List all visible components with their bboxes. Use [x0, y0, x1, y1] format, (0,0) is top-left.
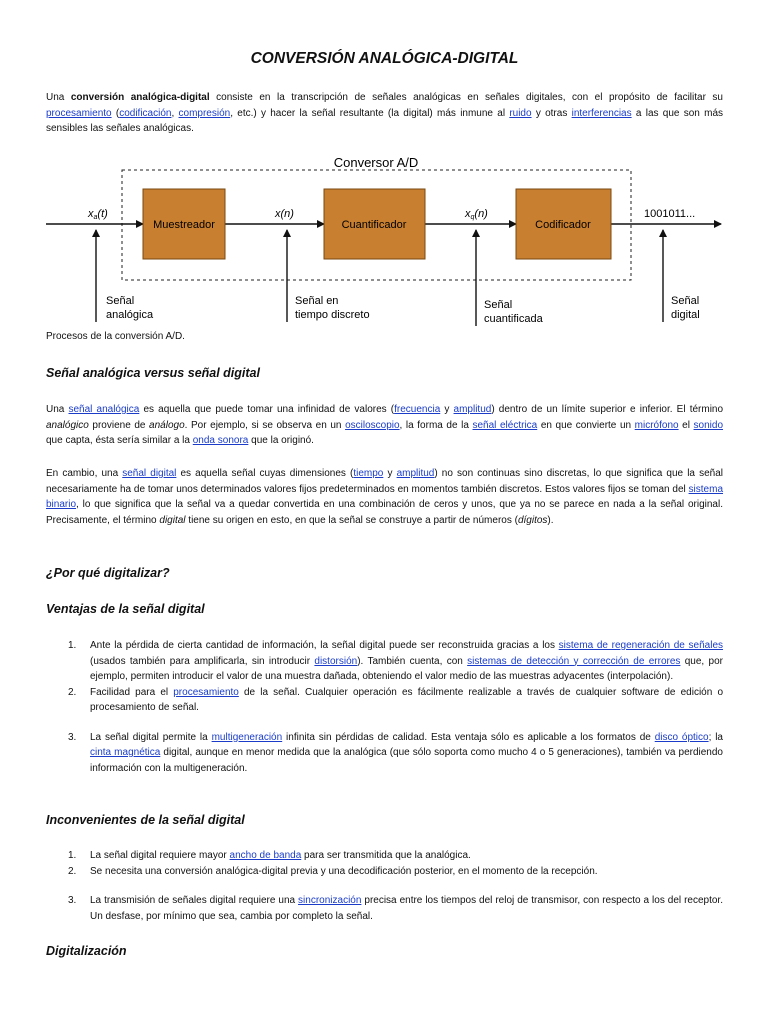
- list-number: 1.: [68, 640, 77, 651]
- link-sonido[interactable]: sonido: [693, 419, 723, 431]
- text: ,: [171, 107, 179, 119]
- link-tiempo[interactable]: tiempo: [353, 468, 384, 479]
- heading-digitalization: Digitalización: [46, 944, 127, 958]
- intro-paragraph: [46, 90, 723, 137]
- text: ; la: [708, 731, 723, 743]
- link-senal-digital[interactable]: señal digital: [122, 468, 177, 479]
- text: La señal digital requiere mayor: [90, 850, 230, 861]
- text: de la señal. Cualquier operación es fácilmente realizable a través de cualquier software de edición o procesamiento de señal.: [90, 686, 724, 713]
- text: En cambio, una: [46, 468, 123, 479]
- heading-why-digitize: ¿Por qué digitalizar?: [46, 566, 170, 580]
- label-analog-line2: analógica: [106, 309, 154, 321]
- link-ancho-de-banda[interactable]: ancho de banda: [229, 850, 302, 861]
- text: que la originó.: [248, 435, 314, 446]
- italic-term: digital: [159, 514, 186, 526]
- text: ).: [547, 514, 554, 526]
- italic-term: dígitos: [517, 514, 548, 526]
- text: y: [440, 404, 454, 415]
- text: Una: [46, 404, 69, 415]
- text: ) no son continuas sino discretas, lo que significa que la señal necesariamente ha de tomar unos determinados valores fijos predeterminados en momentos también discretos. Estos valores fijos se toman del: [46, 468, 724, 495]
- text: , la forma de la: [399, 419, 473, 431]
- list-number: 3.: [68, 731, 77, 743]
- text: , lo que significa que la señal va a quedar convertida en una combinación de ceros y unos, que ya no se parece en nada a la señal original. Precisamente, el término: [46, 499, 723, 526]
- link-onda-sonora[interactable]: onda sonora: [192, 435, 249, 446]
- list-item: [46, 685, 723, 716]
- text: Ante la pérdida de cierta cantidad de información, la señal digital puede ser reconstruida gracias a los: [90, 640, 559, 651]
- link-sistema-binario[interactable]: sistema binario: [46, 483, 723, 510]
- label-discrete-line1: Señal en: [295, 295, 339, 307]
- disadvantages-list: [46, 848, 723, 924]
- link-sincronizacion[interactable]: sincronización: [298, 895, 362, 906]
- link-disco-optico[interactable]: disco óptico: [654, 731, 709, 743]
- text: que, por ejemplo, permiten introducir el valor de una muestra dañada, obteniendo el valor medio de las muestras adyacentes (interpolación).: [90, 655, 723, 682]
- list-item: [46, 893, 723, 924]
- text: ). También cuenta, con: [357, 655, 468, 667]
- text: digital, aunque en menor medida que la analógica (que sólo soporta como mucho 4 o 5 generaciones), también va perdiendo información con la multigeneración.: [90, 747, 723, 774]
- link-regeneracion[interactable]: sistema de regeneración de señales: [558, 640, 724, 651]
- link-ruido[interactable]: ruido: [509, 107, 532, 119]
- heading-advantages: Ventajas de la señal digital: [46, 602, 205, 616]
- signal-output-label: 1001011...: [644, 208, 696, 220]
- link-procesamiento[interactable]: procesamiento: [173, 686, 239, 698]
- link-correccion-errores[interactable]: sistemas de detección y corrección de errores: [467, 655, 681, 667]
- block-encoder-label: Codificador: [535, 219, 591, 231]
- text: infinita sin pérdidas de calidad. Esta ventaja sólo es aplicable a los formatos de: [282, 731, 655, 743]
- text: (: [111, 107, 120, 119]
- text: . Por ejemplo, si se observa en un: [184, 419, 346, 431]
- text: es aquella señal cuyas dimensiones (: [176, 468, 354, 479]
- heading-disadvantages: Inconvenientes de la señal digital: [46, 813, 245, 827]
- link-microfono[interactable]: micrófono: [634, 419, 679, 431]
- text: para ser transmitida que la analógica.: [301, 850, 471, 861]
- link-osciloscopio[interactable]: osciloscopio: [345, 419, 400, 431]
- signal-xn-label: x(n): [275, 208, 294, 220]
- list-item: [46, 730, 723, 777]
- text: La señal digital permite la: [90, 731, 212, 743]
- link-cinta-magnetica[interactable]: cinta magnética: [90, 747, 161, 758]
- label-quantized-line2: cuantificada: [484, 313, 543, 325]
- text: La transmisión de señales digital requiere una: [90, 895, 299, 906]
- page-title: CONVERSIÓN ANALÓGICA-DIGITAL: [250, 50, 519, 67]
- text: Una: [46, 92, 71, 103]
- link-senal-electrica[interactable]: señal eléctrica: [472, 419, 538, 431]
- text: , etc.) y hacer la señal resultante (la digital) más inmune al: [230, 107, 510, 119]
- text: consiste en la transcripción de señales analógicas en señales digitales, con el propósito de facilitar su: [209, 92, 723, 103]
- diagram-title: Conversor A/D: [333, 155, 419, 170]
- text: precisa entre los tiempos del reloj de transmisor, con respecto a los del receptor. Un desfase, por mínimo que sea, cambia por completo la señal.: [90, 895, 723, 922]
- text: que capta, ésta sería similar a la: [46, 435, 193, 446]
- ad-converter-diagram: [46, 150, 723, 332]
- list-item: [46, 848, 723, 864]
- link-distorsion[interactable]: distorsión: [314, 655, 358, 667]
- italic-term: analógico: [46, 419, 89, 431]
- text: proviene de: [88, 419, 150, 431]
- list-number: 1.: [68, 850, 77, 861]
- text: y: [383, 468, 397, 479]
- link-frecuencia[interactable]: frecuencia: [394, 404, 441, 415]
- text: el: [678, 419, 694, 431]
- link-amplitud[interactable]: amplitud: [453, 404, 492, 415]
- link-senal-analogica[interactable]: señal analógica: [68, 404, 140, 415]
- text: y otras: [531, 107, 572, 119]
- text: tiene su origen en esto, en que la señal se construye a partir de números (: [185, 514, 518, 526]
- figure-caption: Procesos de la conversión A/D.: [46, 331, 185, 342]
- label-discrete-line2: tiempo discreto: [295, 309, 370, 321]
- label-quantized-line1: Señal: [484, 299, 513, 311]
- link-amplitud[interactable]: amplitud: [396, 468, 435, 479]
- block-quantizer-label: Cuantificador: [341, 219, 407, 231]
- text: a las que son más sensibles las señales analógicas.: [46, 107, 724, 134]
- paragraph-analog-signal: [46, 402, 723, 449]
- advantages-list: [46, 638, 723, 776]
- signal-xa-label: xa(t): [88, 208, 108, 221]
- list-item: [46, 638, 723, 685]
- signal-xq-label: xq(n): [465, 208, 488, 221]
- label-digital-line1: Señal: [671, 295, 700, 307]
- italic-term: análogo: [149, 419, 185, 431]
- text: es aquella que puede tomar una infinidad de valores (: [139, 404, 395, 415]
- link-interferencias[interactable]: interferencias: [571, 107, 632, 119]
- label-digital-line2: digital: [671, 309, 700, 321]
- bold-term: conversión analógica-digital: [70, 92, 210, 103]
- text: (usados también para amplificarla, sin introducir: [90, 655, 315, 667]
- link-procesamiento[interactable]: procesamiento: [46, 107, 112, 119]
- text: ) dentro de un límite superior e inferior. El término: [491, 404, 724, 415]
- link-codificacion[interactable]: codificación: [119, 107, 172, 119]
- text: Facilidad para el: [90, 686, 174, 698]
- list-number: 2.: [68, 865, 77, 877]
- paragraph-digital-signal: [46, 466, 723, 528]
- link-compresion[interactable]: compresión: [178, 107, 231, 119]
- block-sampler-label: Muestreador: [153, 219, 215, 231]
- label-analog-line1: Señal: [106, 295, 135, 307]
- list-number: 3.: [68, 895, 77, 906]
- link-multigeneracion[interactable]: multigeneración: [211, 731, 283, 743]
- text: en que convierte un: [537, 419, 635, 431]
- list-number: 2.: [68, 686, 77, 698]
- text: Se necesita una conversión analógica-digital previa y una decodificación posterior, en el momento de la recepción.: [90, 865, 598, 877]
- list-item: [46, 864, 723, 880]
- heading-analog-vs-digital: Señal analógica versus señal digital: [46, 366, 260, 380]
